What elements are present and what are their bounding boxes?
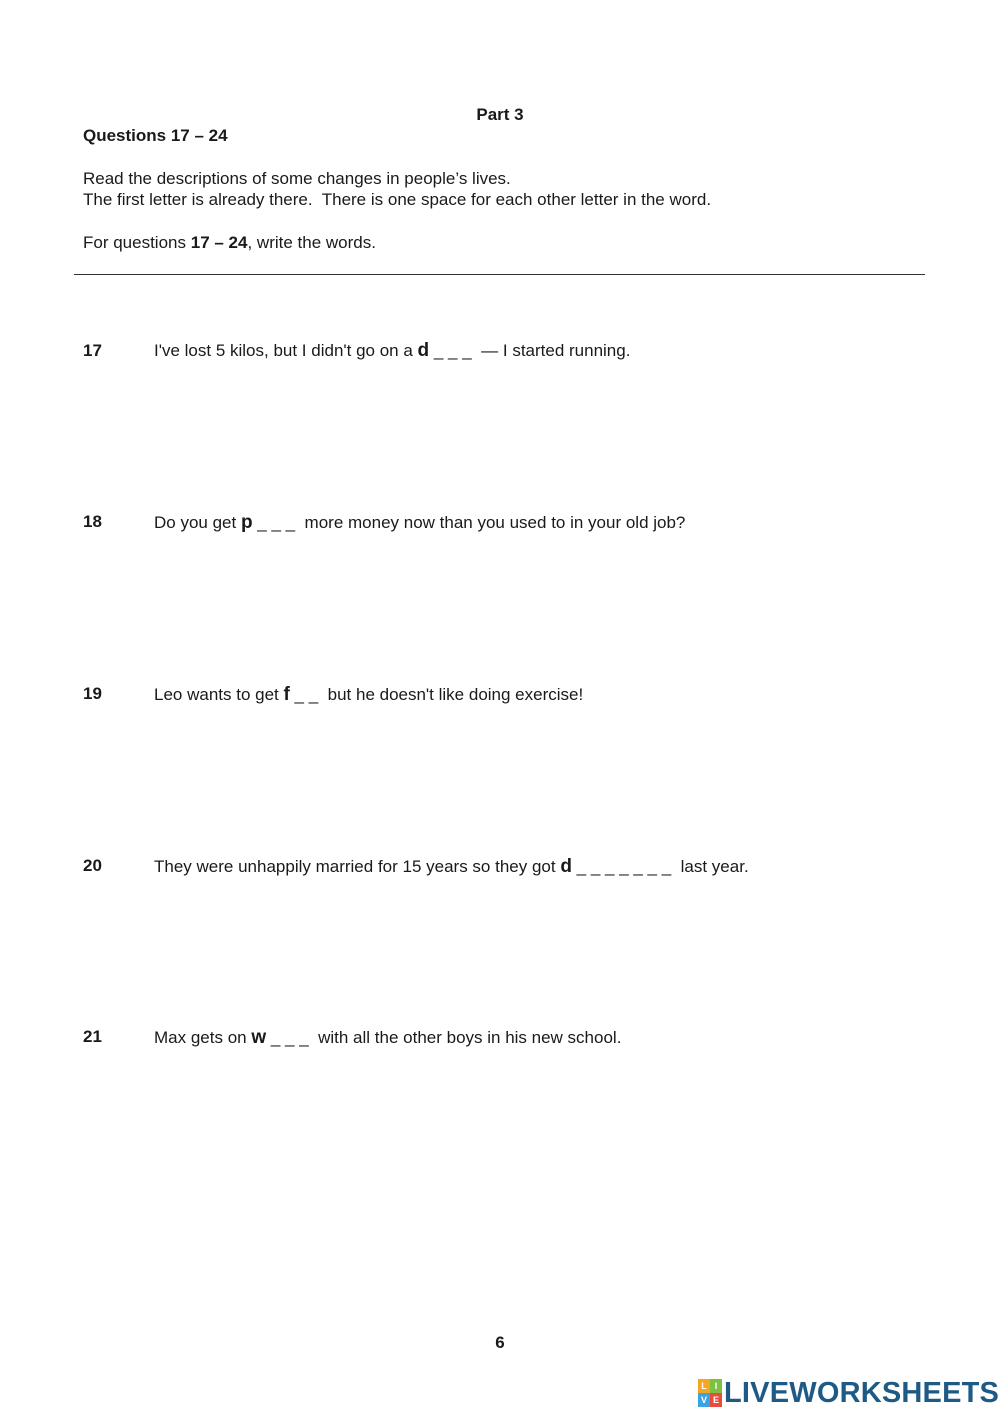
instruction-line-3-prefix: For questions xyxy=(83,233,191,252)
logo-tile-i: I xyxy=(710,1379,722,1393)
liveworksheets-logo xyxy=(698,1377,999,1409)
instruction-line-2: The first letter is already there. There is one space for each other letter in the word. xyxy=(83,190,712,209)
question-18-blanks[interactable]: _ _ _ xyxy=(252,513,300,532)
question-19-blanks[interactable]: _ _ xyxy=(289,685,323,704)
page-number: 6 xyxy=(495,1333,505,1352)
question-20-after: last year. xyxy=(675,857,749,876)
question-text-18 xyxy=(154,512,685,534)
question-number-21: 21 xyxy=(83,1027,102,1046)
liveworksheets-logo-icon xyxy=(698,1379,722,1407)
question-19-first-letter: f xyxy=(283,684,290,705)
questions-range-heading: Questions 17 – 24 xyxy=(83,126,228,145)
logo-tile-e: E xyxy=(710,1393,722,1407)
question-19-after: but he doesn't like doing exercise! xyxy=(322,685,584,704)
question-21-blanks[interactable]: _ _ _ xyxy=(266,1028,314,1047)
question-18-after: more money now than you used to in your old job? xyxy=(299,513,686,532)
question-number-17: 17 xyxy=(83,341,102,360)
liveworksheets-logo-text: LIVEWORKSHEETS xyxy=(724,1376,1000,1409)
question-number-19: 19 xyxy=(83,684,102,703)
instruction-line-3 xyxy=(83,233,376,253)
instruction-line-3-suffix: , write the words. xyxy=(247,233,376,252)
question-20-before: They were unhappily married for 15 years so they got xyxy=(154,857,561,876)
question-17-before: I've lost 5 kilos, but I didn't go on a xyxy=(154,341,418,360)
question-number-18: 18 xyxy=(83,512,102,531)
question-20-first-letter: d xyxy=(560,856,572,877)
question-18-first-letter: p xyxy=(240,512,253,533)
question-21-first-letter: w xyxy=(251,1027,267,1048)
question-19-before: Leo wants to get xyxy=(154,685,284,704)
question-text-21 xyxy=(154,1027,621,1049)
question-text-17 xyxy=(154,340,630,362)
question-17-first-letter: d xyxy=(417,340,430,361)
question-18-before: Do you get xyxy=(154,513,241,532)
instruction-line-3-range: 17 – 24 xyxy=(190,233,248,252)
question-17-after: — I started running. xyxy=(476,341,631,360)
logo-tile-v: V xyxy=(698,1393,710,1407)
question-17-blanks[interactable]: _ _ _ xyxy=(429,341,477,360)
question-21-before: Max gets on xyxy=(154,1028,252,1047)
instruction-line-1: Read the descriptions of some changes in people’s lives. xyxy=(83,169,511,188)
question-21-after: with all the other boys in his new school. xyxy=(313,1028,622,1047)
divider-line xyxy=(74,274,925,275)
question-20-blanks[interactable]: _ _ _ _ _ _ _ xyxy=(571,857,676,876)
logo-tile-l: L xyxy=(698,1379,710,1393)
part-title: Part 3 xyxy=(476,105,524,124)
question-number-20: 20 xyxy=(83,856,102,875)
question-text-20 xyxy=(154,856,749,878)
question-text-19 xyxy=(154,684,583,706)
